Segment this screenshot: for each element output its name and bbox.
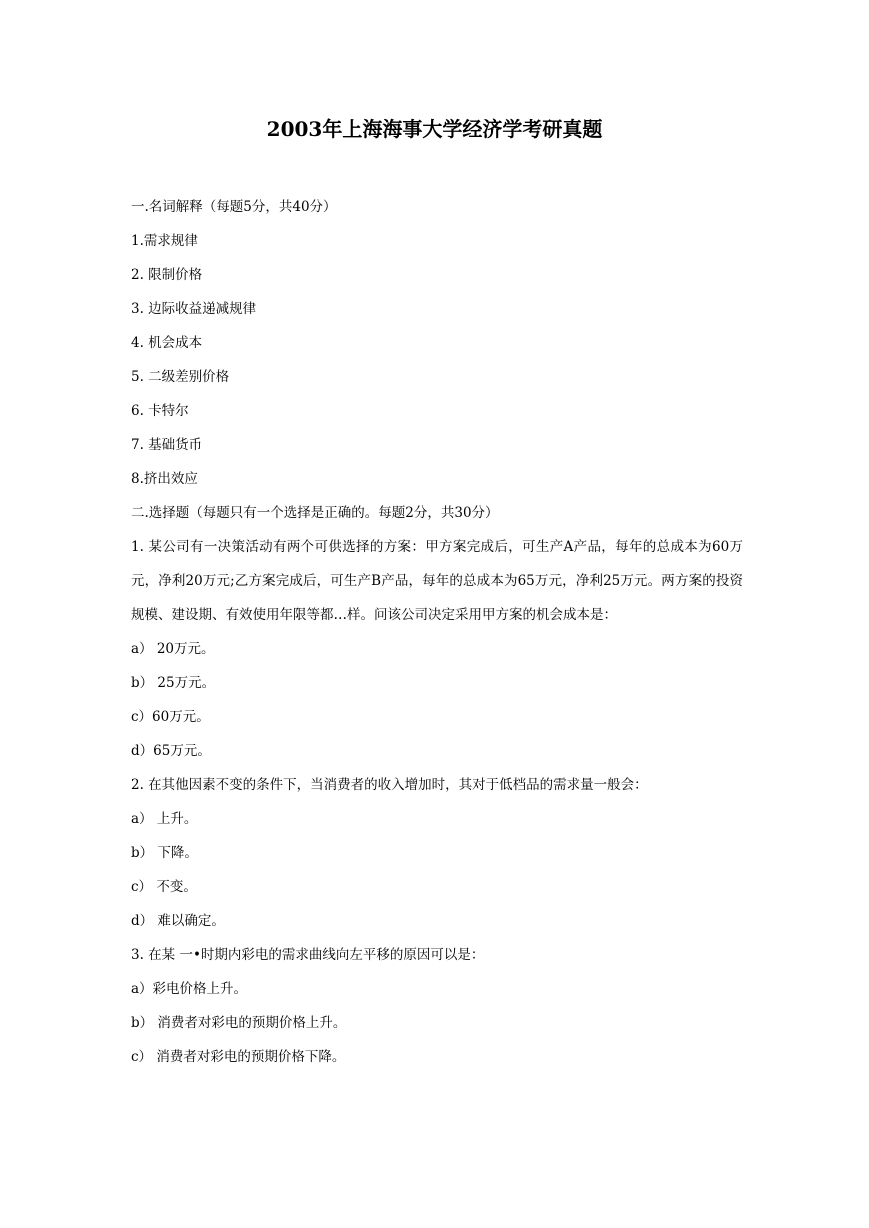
term-item: 6. 卡特尔: [131, 403, 189, 419]
term-item: 3. 边际收益递减规律: [131, 301, 257, 317]
question-2-option: c） 不变。: [131, 879, 197, 895]
question-3: 3. 在某 一•时期内彩电的需求曲线向左平移的原因可以是：: [131, 947, 485, 963]
question-1-option: c）60万元。: [131, 709, 210, 725]
question-1: 1. 某公司有一决策活动有两个可供选择的方案：甲方案完成后，可生产A产品，每年的总成本为60万元，净利20万元;乙方案完成后，可生产B产品，每年的总成本为65万元，净利25万元。两方案的投资规模、建设期、有效使用年限等都…样。问该公司决定采用甲方案的机会成本是：: [131, 539, 743, 623]
question-3-option: a）彩电价格上升。: [131, 981, 248, 997]
term-item: 7. 基础货币: [131, 437, 203, 453]
document-body: [131, 190, 743, 1074]
question-1-option: a） 20万元。: [131, 641, 215, 657]
section1-heading: 一.名词解释（每题5分，共40分）: [131, 199, 337, 215]
question-2-option: b） 下降。: [131, 845, 198, 861]
section2-heading: 二.选择题（每题只有一个选择是正确的。每题2分，共30分）: [131, 505, 499, 521]
term-item: 8.挤出效应: [131, 471, 198, 487]
term-item: 2. 限制价格: [131, 267, 203, 283]
question-1-option: b） 25万元。: [131, 675, 216, 691]
term-item: 5. 二级差别价格: [131, 369, 230, 385]
question-2-option: d） 难以确定。: [131, 913, 225, 929]
question-2-option: a） 上升。: [131, 811, 198, 827]
question-1-option: d）65万元。: [131, 743, 211, 759]
question-3-option: c） 消费者对彩电的预期价格下降。: [131, 1049, 346, 1065]
question-3-option: b） 消费者对彩电的预期价格上升。: [131, 1015, 347, 1031]
question-2: 2. 在其他因素不变的条件下，当消费者的收入增加时，其对于低档品的需求量一般会：: [131, 777, 648, 793]
term-item: 4. 机会成本: [131, 335, 203, 351]
document-title: 2003年上海海事大学经济学考研真题: [266, 117, 603, 141]
term-item: 1.需求规律: [131, 233, 198, 249]
